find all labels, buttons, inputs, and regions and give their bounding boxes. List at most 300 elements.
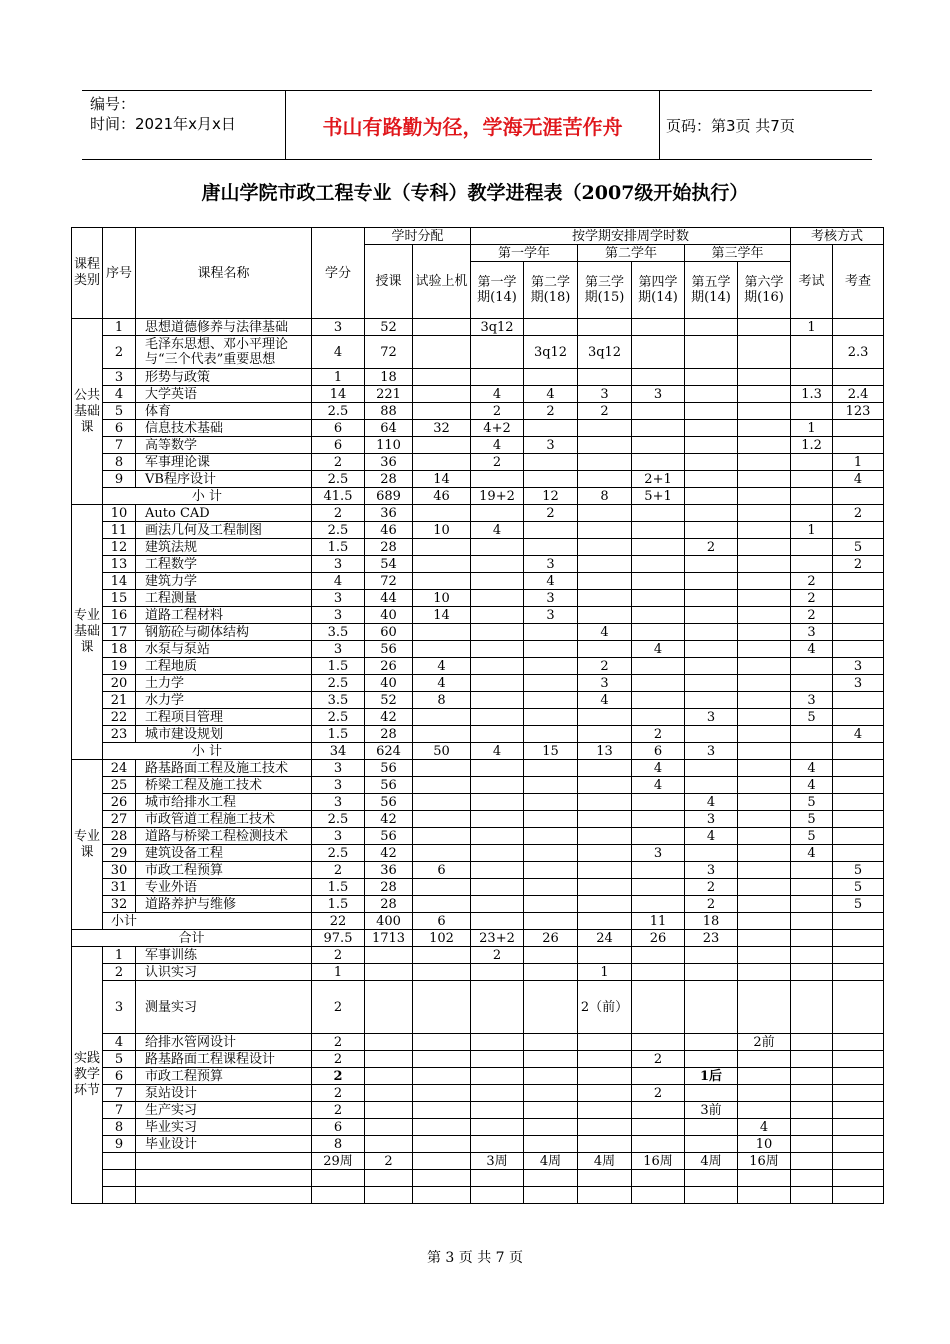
sem6-cell bbox=[738, 403, 791, 420]
course-name-cell: 市政工程预算 bbox=[136, 862, 312, 879]
exam-cell bbox=[791, 743, 833, 760]
sem4-cell bbox=[632, 675, 685, 692]
seq-cell: 31 bbox=[103, 879, 136, 896]
check-cell bbox=[833, 573, 884, 590]
credits-cell: 6 bbox=[312, 1119, 365, 1136]
credits-cell: 2 bbox=[312, 862, 365, 879]
sem6-cell bbox=[738, 505, 791, 522]
sem2-cell bbox=[524, 777, 578, 794]
lecture-cell: 400 bbox=[365, 913, 413, 930]
sem5-cell bbox=[685, 471, 738, 488]
credits-cell: 2.5 bbox=[312, 522, 365, 539]
course-name-cell: VB程序设计 bbox=[136, 471, 312, 488]
lecture-cell: 28 bbox=[365, 726, 413, 743]
sem4-cell bbox=[632, 454, 685, 471]
table-row bbox=[72, 420, 884, 437]
credits-cell: 3.5 bbox=[312, 692, 365, 709]
header-exam: 考试 bbox=[791, 245, 833, 319]
course-name-cell: 市政管道工程施工技术 bbox=[136, 811, 312, 828]
sem1-cell: 2 bbox=[471, 454, 524, 471]
table-row bbox=[72, 624, 884, 641]
sem3-cell: 4周 bbox=[578, 1153, 632, 1170]
check-cell bbox=[833, 1136, 884, 1153]
check-cell: 5 bbox=[833, 539, 884, 556]
sem6-cell bbox=[738, 828, 791, 845]
sem4-cell: 2 bbox=[632, 726, 685, 743]
lab-cell: 4 bbox=[413, 658, 471, 675]
credits-cell: 3 bbox=[312, 556, 365, 573]
sem2-cell: 3q12 bbox=[524, 336, 578, 369]
course-name-cell: 桥梁工程及施工技术 bbox=[136, 777, 312, 794]
sem2-cell bbox=[524, 1102, 578, 1119]
credits-cell: 2.5 bbox=[312, 811, 365, 828]
table-row bbox=[72, 1051, 884, 1068]
check-cell: 123 bbox=[833, 403, 884, 420]
exam-cell bbox=[791, 1153, 833, 1170]
lecture-cell: 72 bbox=[365, 336, 413, 369]
credits-cell: 22 bbox=[312, 913, 365, 930]
check-cell: 1 bbox=[833, 454, 884, 471]
lecture-cell: 36 bbox=[365, 505, 413, 522]
lecture-cell: 60 bbox=[365, 624, 413, 641]
check-cell bbox=[833, 1119, 884, 1136]
table-row bbox=[72, 1102, 884, 1119]
sem2-cell: 15 bbox=[524, 743, 578, 760]
lab-cell bbox=[413, 981, 471, 1034]
sem5-cell bbox=[685, 369, 738, 386]
credits-cell: 8 bbox=[312, 1136, 365, 1153]
sem1-cell bbox=[471, 590, 524, 607]
exam-cell bbox=[791, 726, 833, 743]
credits-cell: 3.5 bbox=[312, 624, 365, 641]
seq-cell: 1 bbox=[103, 319, 136, 336]
check-cell bbox=[833, 981, 884, 1034]
lecture-cell bbox=[365, 981, 413, 1034]
course-name-cell bbox=[136, 1153, 312, 1170]
table-row bbox=[72, 981, 884, 1034]
sem4-cell: 16周 bbox=[632, 1153, 685, 1170]
sem2-cell bbox=[524, 947, 578, 964]
sem5-cell bbox=[685, 1051, 738, 1068]
sem1-cell bbox=[471, 709, 524, 726]
check-cell bbox=[833, 930, 884, 947]
lab-cell bbox=[413, 879, 471, 896]
course-name-cell: 毛泽东思想、邓小平理论与“三个代表”重要思想 bbox=[136, 336, 312, 369]
course-name-cell: 军事理论课 bbox=[136, 454, 312, 471]
blank-cell bbox=[632, 1187, 685, 1204]
sem4-cell: 5+1 bbox=[632, 488, 685, 505]
sem5-cell bbox=[685, 624, 738, 641]
lecture-cell: 18 bbox=[365, 369, 413, 386]
sem6-cell bbox=[738, 1085, 791, 1102]
seq-cell: 4 bbox=[103, 386, 136, 403]
credits-cell: 1.5 bbox=[312, 726, 365, 743]
sem6-cell bbox=[738, 981, 791, 1034]
sem6-cell bbox=[738, 522, 791, 539]
course-name-cell: 思想道德修养与法律基础 bbox=[136, 319, 312, 336]
sem2-cell: 3 bbox=[524, 556, 578, 573]
exam-cell: 1.2 bbox=[791, 437, 833, 454]
header-seq: 序号 bbox=[103, 228, 136, 319]
exam-cell bbox=[791, 913, 833, 930]
sem2-cell bbox=[524, 522, 578, 539]
sem6-cell bbox=[738, 760, 791, 777]
sem5-cell bbox=[685, 964, 738, 981]
check-cell: 2.4 bbox=[833, 386, 884, 403]
lab-cell bbox=[413, 539, 471, 556]
seq-cell: 29 bbox=[103, 845, 136, 862]
course-name-cell: Auto CAD bbox=[136, 505, 312, 522]
table-row bbox=[72, 607, 884, 624]
sem4-cell bbox=[632, 1034, 685, 1051]
course-name-cell: 建筑法规 bbox=[136, 539, 312, 556]
sem1-cell bbox=[471, 675, 524, 692]
sem4-cell bbox=[632, 828, 685, 845]
lecture-cell: 221 bbox=[365, 386, 413, 403]
exam-cell bbox=[791, 556, 833, 573]
course-name-cell: 毕业实习 bbox=[136, 1119, 312, 1136]
course-name-cell: 信息技术基础 bbox=[136, 420, 312, 437]
sem2-cell bbox=[524, 1051, 578, 1068]
sem6-cell bbox=[738, 726, 791, 743]
sem3-cell bbox=[578, 319, 632, 336]
sem3-cell: 4 bbox=[578, 692, 632, 709]
sem3-cell bbox=[578, 828, 632, 845]
lecture-cell bbox=[365, 1034, 413, 1051]
lecture-cell: 56 bbox=[365, 641, 413, 658]
sem1-cell bbox=[471, 1034, 524, 1051]
sem2-cell bbox=[524, 726, 578, 743]
lab-cell bbox=[413, 1068, 471, 1085]
sem6-cell: 4 bbox=[738, 1119, 791, 1136]
sem5-cell bbox=[685, 947, 738, 964]
number-label: 编号： bbox=[90, 95, 136, 113]
credits-cell: 3 bbox=[312, 828, 365, 845]
blank-cell bbox=[833, 1187, 884, 1204]
exam-cell bbox=[791, 369, 833, 386]
seq-cell: 10 bbox=[103, 505, 136, 522]
blank-cell bbox=[471, 1170, 524, 1187]
sem6-cell bbox=[738, 556, 791, 573]
lecture-cell: 72 bbox=[365, 573, 413, 590]
sem5-cell: 18 bbox=[685, 913, 738, 930]
seq-cell: 1 bbox=[103, 947, 136, 964]
blank-cell bbox=[103, 1187, 136, 1204]
table-row bbox=[72, 964, 884, 981]
sem5-cell bbox=[685, 845, 738, 862]
sem6-cell bbox=[738, 658, 791, 675]
sem1-cell bbox=[471, 573, 524, 590]
course-name-cell: 建筑设备工程 bbox=[136, 845, 312, 862]
sem5-cell bbox=[685, 573, 738, 590]
table-row bbox=[72, 336, 884, 369]
table-row bbox=[72, 403, 884, 420]
sem4-cell bbox=[632, 947, 685, 964]
page-header bbox=[82, 90, 872, 160]
sem5-cell bbox=[685, 319, 738, 336]
sem5-cell bbox=[685, 556, 738, 573]
subtotal-label: 小计 bbox=[103, 913, 312, 930]
table-row bbox=[72, 794, 884, 811]
seq-cell: 2 bbox=[103, 336, 136, 369]
lab-cell bbox=[413, 828, 471, 845]
header-sem2: 第二学期(18) bbox=[524, 262, 578, 319]
check-cell: 2.3 bbox=[833, 336, 884, 369]
seq-cell: 30 bbox=[103, 862, 136, 879]
table-row bbox=[72, 437, 884, 454]
credits-cell: 3 bbox=[312, 794, 365, 811]
sem1-cell: 2 bbox=[471, 403, 524, 420]
sem6-cell bbox=[738, 947, 791, 964]
header-sem3: 第三学期(15) bbox=[578, 262, 632, 319]
sem5-cell bbox=[685, 505, 738, 522]
sem5-cell: 3 bbox=[685, 709, 738, 726]
sem3-cell bbox=[578, 454, 632, 471]
credits-cell: 2.5 bbox=[312, 845, 365, 862]
sem3-cell bbox=[578, 811, 632, 828]
sem1-cell bbox=[471, 896, 524, 913]
seq-cell: 19 bbox=[103, 658, 136, 675]
credits-cell: 2 bbox=[312, 981, 365, 1034]
sem6-cell bbox=[738, 896, 791, 913]
sem2-cell bbox=[524, 845, 578, 862]
sem2-cell bbox=[524, 539, 578, 556]
sem4-cell bbox=[632, 624, 685, 641]
header-sem4: 第四学期(14) bbox=[632, 262, 685, 319]
sem4-cell bbox=[632, 369, 685, 386]
exam-cell bbox=[791, 471, 833, 488]
sem3-cell bbox=[578, 760, 632, 777]
sem3-cell: 8 bbox=[578, 488, 632, 505]
practice-summary-row bbox=[72, 1153, 884, 1170]
credits-cell: 14 bbox=[312, 386, 365, 403]
lab-cell bbox=[413, 437, 471, 454]
blank-cell bbox=[312, 1170, 365, 1187]
credits-cell: 4 bbox=[312, 573, 365, 590]
lab-cell bbox=[413, 624, 471, 641]
exam-cell: 1.3 bbox=[791, 386, 833, 403]
sem5-cell bbox=[685, 590, 738, 607]
course-name-cell: 道路养护与维修 bbox=[136, 896, 312, 913]
check-cell bbox=[833, 369, 884, 386]
sem6-cell bbox=[738, 607, 791, 624]
course-name-cell: 道路工程材料 bbox=[136, 607, 312, 624]
header-meta bbox=[90, 94, 285, 134]
table-row bbox=[72, 675, 884, 692]
lab-cell bbox=[413, 573, 471, 590]
lecture-cell: 42 bbox=[365, 845, 413, 862]
table-row bbox=[72, 1136, 884, 1153]
sem5-cell bbox=[685, 675, 738, 692]
check-cell bbox=[833, 1102, 884, 1119]
sem3-cell bbox=[578, 590, 632, 607]
lab-cell: 46 bbox=[413, 488, 471, 505]
sem1-cell: 4 bbox=[471, 437, 524, 454]
sem2-cell bbox=[524, 709, 578, 726]
credits-cell: 1.5 bbox=[312, 879, 365, 896]
blank-cell bbox=[524, 1187, 578, 1204]
sem3-cell bbox=[578, 1102, 632, 1119]
sem3-cell bbox=[578, 505, 632, 522]
sem3-cell: 3q12 bbox=[578, 336, 632, 369]
sem5-cell bbox=[685, 437, 738, 454]
sem6-cell bbox=[738, 336, 791, 369]
total-label: 合计 bbox=[72, 930, 312, 947]
sem6-cell bbox=[738, 420, 791, 437]
sem3-cell: 13 bbox=[578, 743, 632, 760]
sem2-cell bbox=[524, 964, 578, 981]
table-row bbox=[72, 454, 884, 471]
category-cell: 实践教学环节 bbox=[72, 947, 103, 1204]
lecture-cell: 689 bbox=[365, 488, 413, 505]
lecture-cell: 42 bbox=[365, 811, 413, 828]
blank-cell bbox=[365, 1170, 413, 1187]
sem6-cell bbox=[738, 709, 791, 726]
sem4-cell bbox=[632, 607, 685, 624]
course-name-cell: 泵站设计 bbox=[136, 1085, 312, 1102]
course-name-cell: 建筑力学 bbox=[136, 573, 312, 590]
lecture-cell: 52 bbox=[365, 692, 413, 709]
sem2-cell: 3 bbox=[524, 607, 578, 624]
check-cell bbox=[833, 607, 884, 624]
check-cell bbox=[833, 488, 884, 505]
sem2-cell: 3 bbox=[524, 437, 578, 454]
check-cell bbox=[833, 777, 884, 794]
exam-cell: 4 bbox=[791, 641, 833, 658]
lecture-cell: 28 bbox=[365, 471, 413, 488]
sem3-cell bbox=[578, 437, 632, 454]
lab-cell bbox=[413, 760, 471, 777]
lab-cell: 6 bbox=[413, 913, 471, 930]
course-name-cell: 土力学 bbox=[136, 675, 312, 692]
subtotal-row bbox=[72, 488, 884, 505]
sem1-cell: 4+2 bbox=[471, 420, 524, 437]
lab-cell bbox=[413, 1136, 471, 1153]
sem2-cell bbox=[524, 658, 578, 675]
check-cell bbox=[833, 1153, 884, 1170]
lab-cell bbox=[413, 1119, 471, 1136]
seq-cell: 20 bbox=[103, 675, 136, 692]
sem4-cell bbox=[632, 1068, 685, 1085]
sem2-cell bbox=[524, 896, 578, 913]
sem3-cell bbox=[578, 709, 632, 726]
sem2-cell bbox=[524, 420, 578, 437]
seq-cell: 22 bbox=[103, 709, 136, 726]
seq-cell: 5 bbox=[103, 403, 136, 420]
header-weekly-group: 按学期安排周学时数 bbox=[471, 228, 791, 245]
sem2-cell bbox=[524, 828, 578, 845]
sem1-cell bbox=[471, 879, 524, 896]
sem5-cell bbox=[685, 522, 738, 539]
credits-cell: 1.5 bbox=[312, 539, 365, 556]
lab-cell bbox=[413, 777, 471, 794]
lecture-cell: 44 bbox=[365, 590, 413, 607]
sem5-cell bbox=[685, 760, 738, 777]
blank-cell bbox=[685, 1170, 738, 1187]
credits-cell: 2 bbox=[312, 1034, 365, 1051]
header-sem5: 第五学期(14) bbox=[685, 262, 738, 319]
table-row bbox=[72, 709, 884, 726]
blank-cell bbox=[791, 1170, 833, 1187]
table-row bbox=[72, 539, 884, 556]
lecture-cell: 2 bbox=[365, 1153, 413, 1170]
credits-cell: 2 bbox=[312, 454, 365, 471]
lecture-cell: 26 bbox=[365, 658, 413, 675]
seq-cell: 27 bbox=[103, 811, 136, 828]
sem5-cell bbox=[685, 1034, 738, 1051]
category-cell: 专业课 bbox=[72, 760, 103, 930]
sem4-cell bbox=[632, 709, 685, 726]
sem1-cell bbox=[471, 336, 524, 369]
course-name-cell: 路基路面工程课程设计 bbox=[136, 1051, 312, 1068]
credits-cell: 1.5 bbox=[312, 896, 365, 913]
lab-cell bbox=[413, 794, 471, 811]
sem4-cell bbox=[632, 896, 685, 913]
sem1-cell bbox=[471, 811, 524, 828]
check-cell bbox=[833, 437, 884, 454]
sem3-cell bbox=[578, 913, 632, 930]
exam-cell: 4 bbox=[791, 777, 833, 794]
lecture-cell bbox=[365, 1102, 413, 1119]
blank-cell bbox=[471, 1187, 524, 1204]
lab-cell bbox=[413, 556, 471, 573]
course-name-cell: 工程地质 bbox=[136, 658, 312, 675]
blank-cell bbox=[791, 1187, 833, 1204]
sem1-cell bbox=[471, 777, 524, 794]
sem2-cell: 4 bbox=[524, 386, 578, 403]
lab-cell: 14 bbox=[413, 471, 471, 488]
header-year2: 第二学年 bbox=[578, 245, 685, 262]
sem2-cell bbox=[524, 862, 578, 879]
seq-cell: 7 bbox=[103, 1102, 136, 1119]
lab-cell bbox=[413, 896, 471, 913]
page-footer: 第 3 页 共 7 页 bbox=[426, 1250, 524, 1266]
sem4-cell bbox=[632, 981, 685, 1034]
seq-cell: 6 bbox=[103, 420, 136, 437]
sem1-cell bbox=[471, 760, 524, 777]
sem6-cell bbox=[738, 319, 791, 336]
table-row bbox=[72, 573, 884, 590]
seq-cell: 7 bbox=[103, 1085, 136, 1102]
sem2-cell: 4周 bbox=[524, 1153, 578, 1170]
table-row bbox=[72, 658, 884, 675]
lab-cell: 32 bbox=[413, 420, 471, 437]
credits-cell: 6 bbox=[312, 420, 365, 437]
blank-cell bbox=[685, 1187, 738, 1204]
seq-cell: 8 bbox=[103, 454, 136, 471]
sem4-cell bbox=[632, 1136, 685, 1153]
header-sem6: 第六学期(16) bbox=[738, 262, 791, 319]
header-check: 考查 bbox=[833, 245, 884, 319]
lecture-cell: 36 bbox=[365, 454, 413, 471]
seq-cell: 15 bbox=[103, 590, 136, 607]
sem2-cell bbox=[524, 1034, 578, 1051]
sem6-cell bbox=[738, 862, 791, 879]
check-cell: 3 bbox=[833, 675, 884, 692]
course-name-cell: 形势与政策 bbox=[136, 369, 312, 386]
sem1-cell: 3q12 bbox=[471, 319, 524, 336]
exam-cell: 3 bbox=[791, 692, 833, 709]
sem1-cell bbox=[471, 862, 524, 879]
lecture-cell: 56 bbox=[365, 777, 413, 794]
sem4-cell bbox=[632, 879, 685, 896]
exam-cell bbox=[791, 505, 833, 522]
table-row bbox=[72, 1119, 884, 1136]
lecture-cell bbox=[365, 947, 413, 964]
sem6-cell bbox=[738, 573, 791, 590]
sem3-cell bbox=[578, 1051, 632, 1068]
lecture-cell bbox=[365, 964, 413, 981]
